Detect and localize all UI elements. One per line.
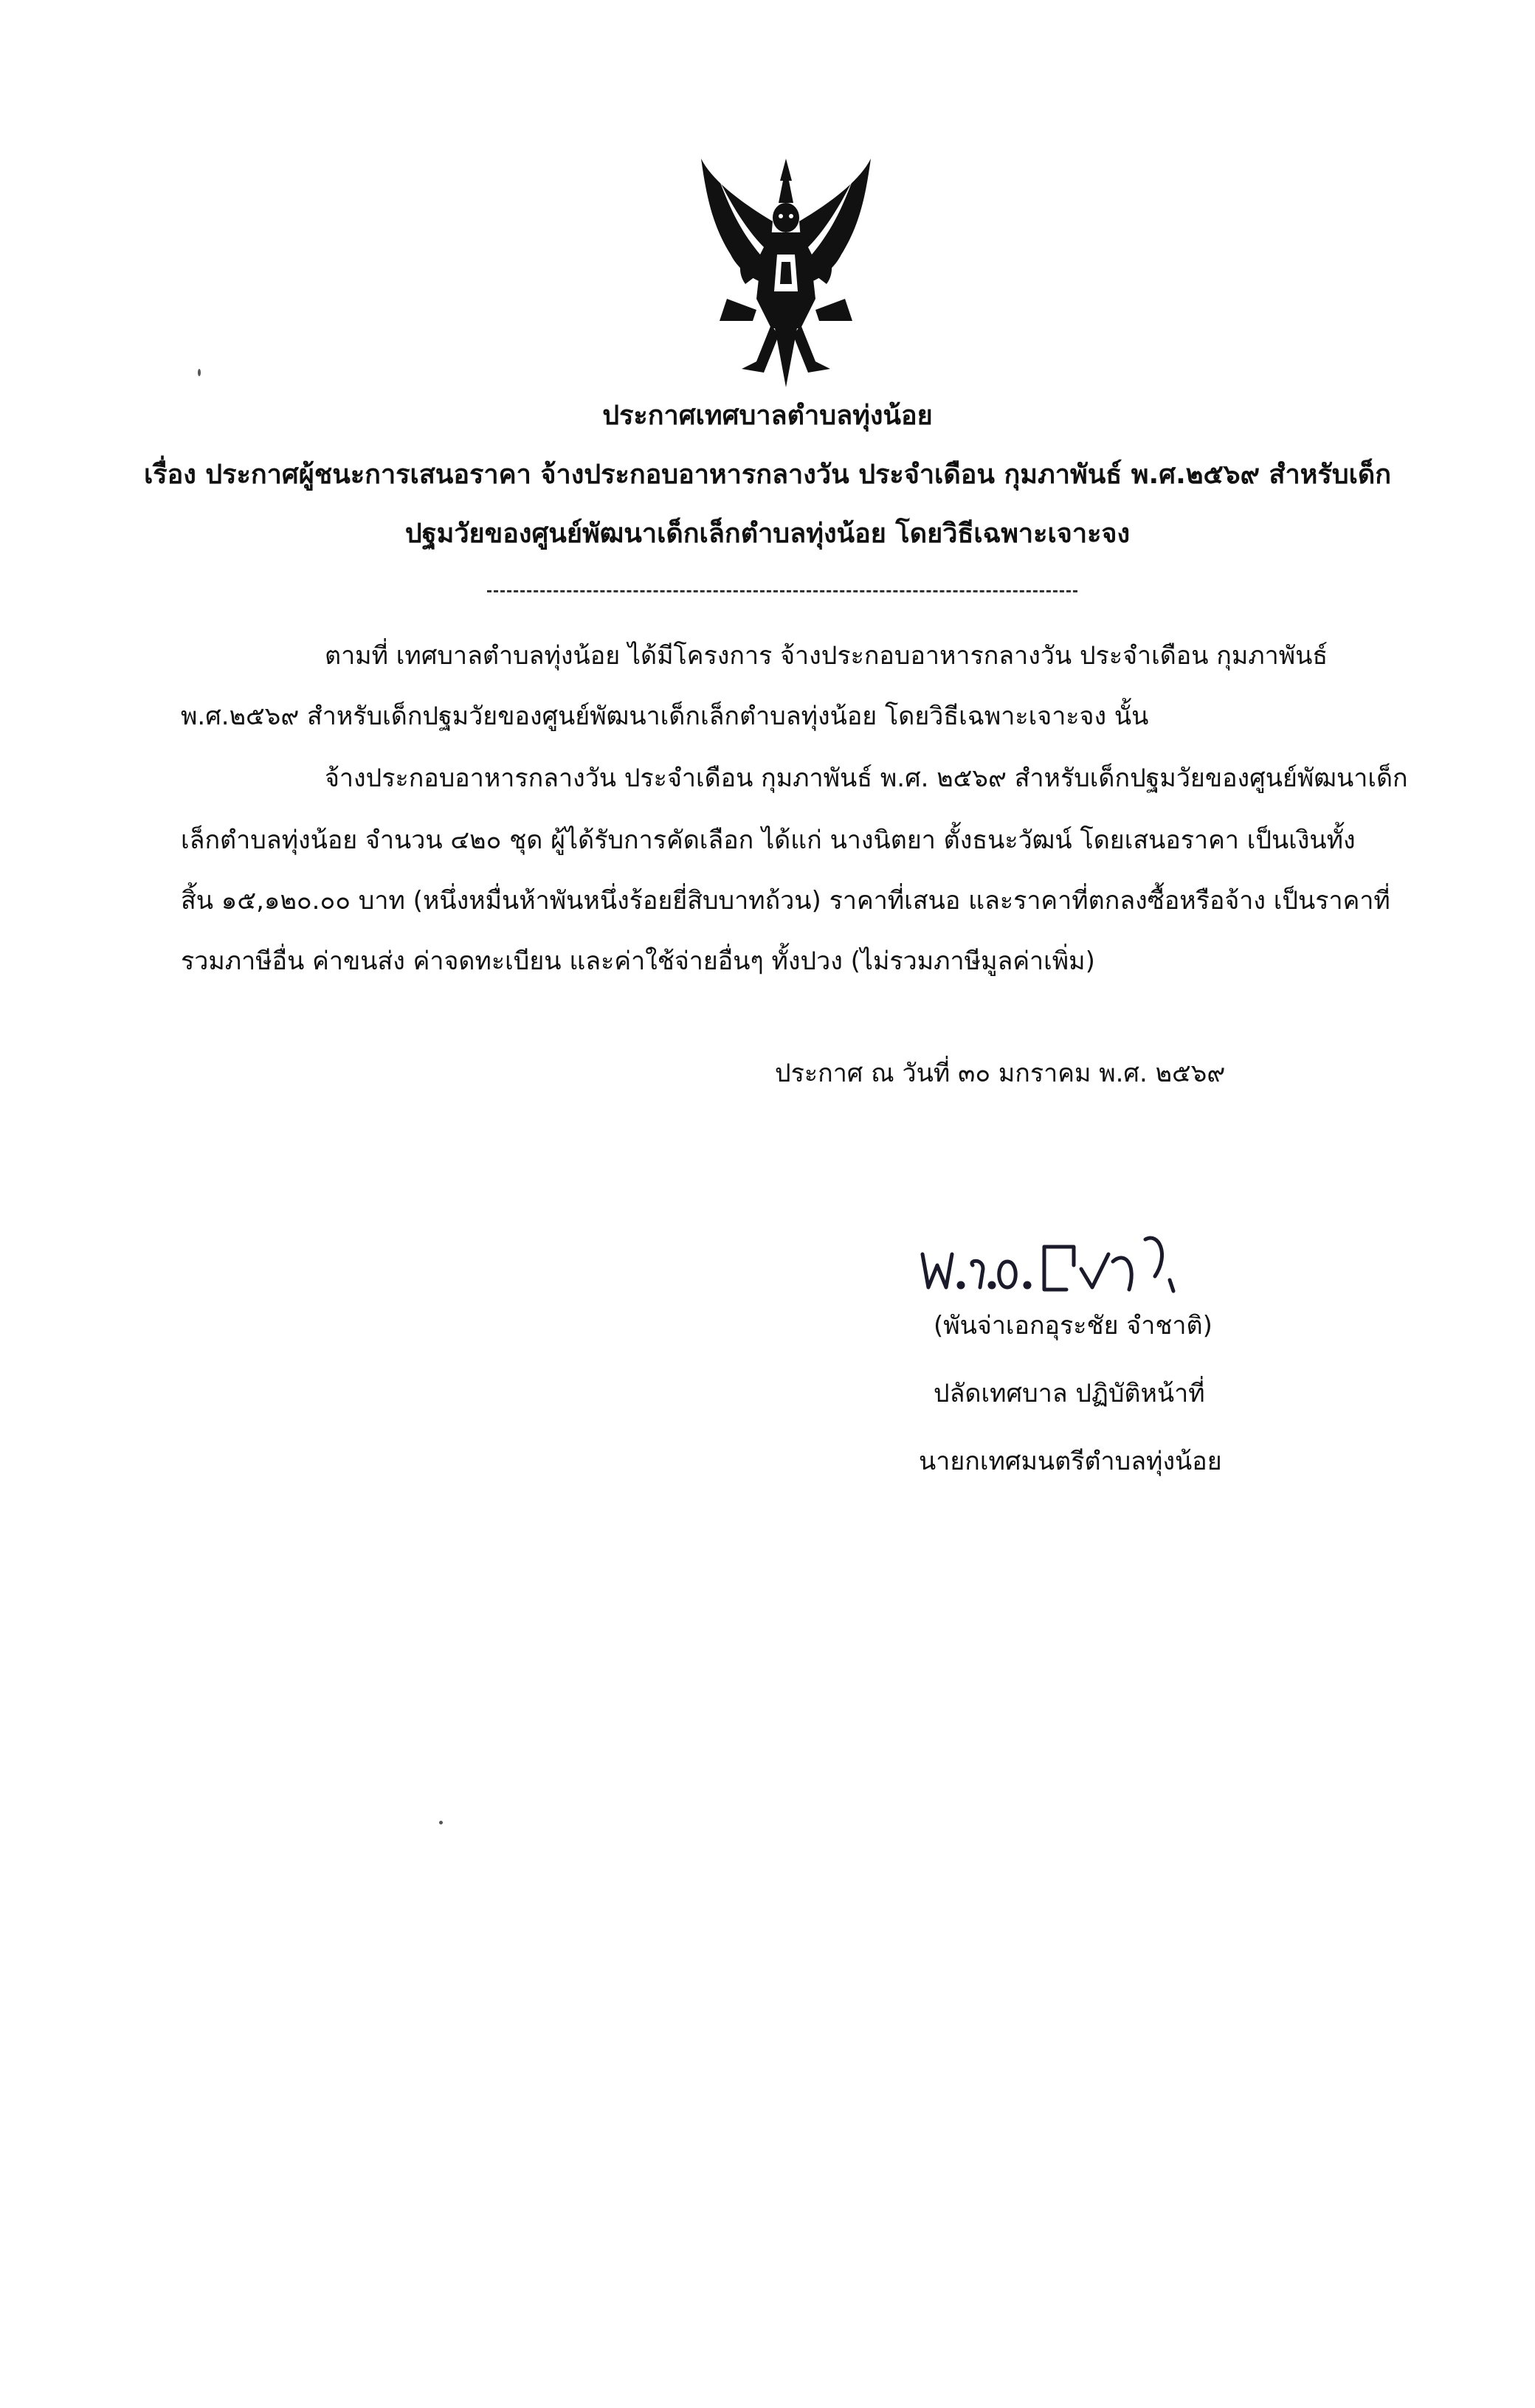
scan-speck — [198, 369, 201, 376]
announce-date: ประกาศ ณ วันที่ ๓๐ มกราคม พ.ศ. ๒๕๖๙ — [775, 1059, 1226, 1088]
garuda-emblem-icon — [690, 151, 882, 395]
signer-name: (พันจ่าเอกอุระชัย จำชาติ) — [934, 1311, 1213, 1340]
handwritten-signature — [915, 1225, 1196, 1306]
signer-position-2: นายกเทศมนตรีตำบลทุ่งน้อย — [919, 1447, 1222, 1476]
subject-line-1: เรื่อง ประกาศผู้ชนะการเสนอราคา จ้างประกอบอาหารกลางวัน ประจำเดือน กุมภาพันธ์ พ.ศ.๒๕๖๙ สำหรับเด็ก — [143, 460, 1392, 490]
separator-line — [487, 590, 1077, 592]
paragraph-1-line-2: พ.ศ.๒๕๖๙ สำหรับเด็กปฐมวัยของศูนย์พัฒนาเด็กเล็กตำบลทุ่งน้อย โดยวิธีเฉพาะเจาะจง นั้น — [181, 702, 1149, 731]
paragraph-2-line-1: จ้างประกอบอาหารกลางวัน ประจำเดือน กุมภาพันธ์ พ.ศ. ๒๕๖๙ สำหรับเด็กปฐมวัยของศูนย์พัฒนาเด็ก — [325, 764, 1408, 793]
scan-speck — [439, 1821, 443, 1824]
paragraph-2-line-3: สิ้น ๑๕,๑๒๐.๐๐ บาท (หนึ่งหมื่นห้าพันหนึ่งร้อยยี่สิบบาทถ้วน) ราคาที่เสนอ และราคาที่ตกลงซื้อหรือจ้าง เป็นราคาที่ — [181, 886, 1390, 916]
signer-position-1: ปลัดเทศบาล ปฏิบัติหน้าที่ — [934, 1379, 1205, 1408]
subject-line-2: ปฐมวัยของศูนย์พัฒนาเด็กเล็กตำบลทุ่งน้อย โดยวิธีเฉพาะเจาะจง — [404, 519, 1131, 549]
paragraph-1-line-1: ตามที่ เทศบาลตำบลทุ่งน้อย ได้มีโครงการ จ้างประกอบอาหารกลางวัน ประจำเดือน กุมภาพันธ์ — [325, 641, 1328, 671]
announcement-title: ประกาศเทศบาลตำบลทุ่งน้อย — [602, 401, 933, 431]
paragraph-2-line-4: รวมภาษีอื่น ค่าขนส่ง ค่าจดทะเบียน และค่าใช้จ่ายอื่นๆ ทั้งปวง (ไม่รวมภาษีมูลค่าเพิ่ม) — [181, 947, 1095, 976]
paragraph-2-line-2: เล็กตำบลทุ่งน้อย จำนวน ๔๒๐ ชุด ผู้ได้รับการคัดเลือก ได้แก่ นางนิตยา ตั้งธนะวัฒน์ โดยเสนอราคา เป็นเงินทั้ง — [181, 826, 1356, 855]
